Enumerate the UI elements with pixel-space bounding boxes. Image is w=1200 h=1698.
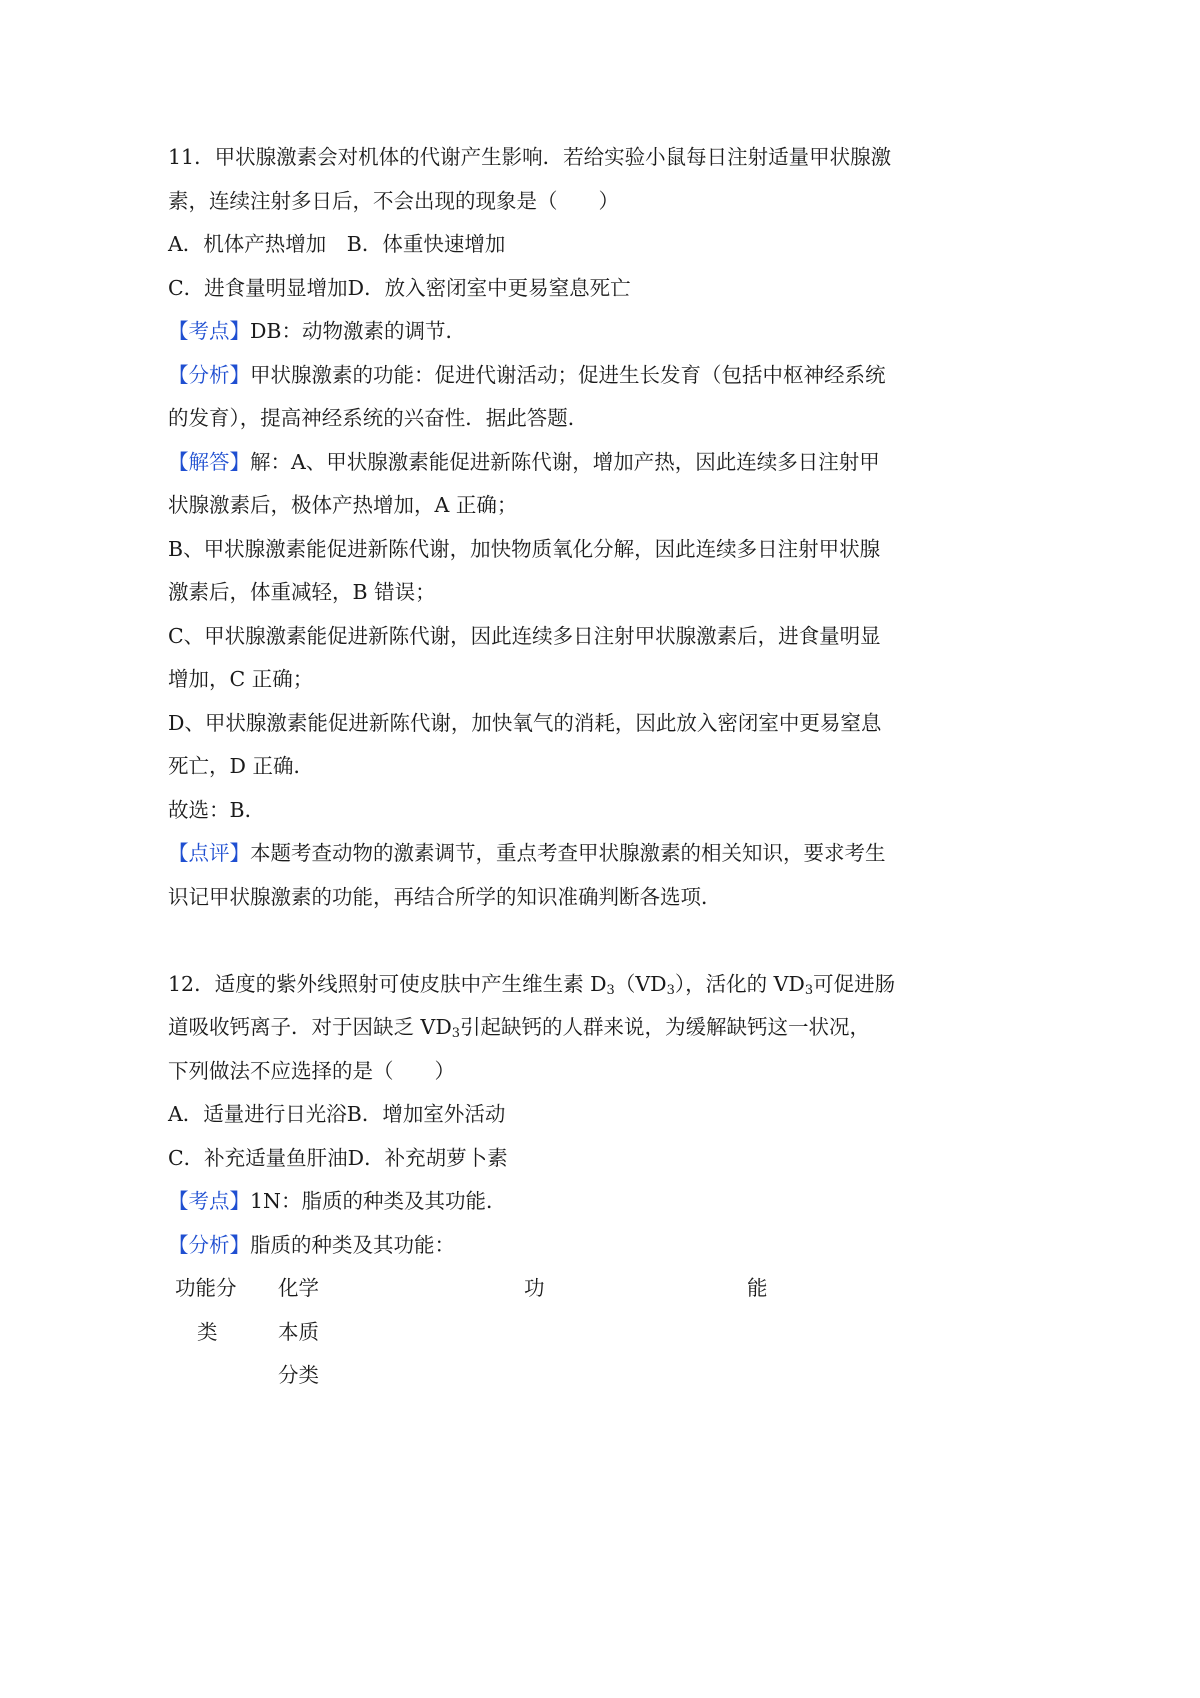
q12-stem-line-1 (168, 963, 948, 1007)
q11-jieda-line-1 (168, 441, 948, 485)
table-col2-line3: 分类 (278, 1363, 319, 1387)
subscript: 3 (606, 982, 615, 998)
table-col3-char2: 能 (747, 1276, 768, 1300)
kaodian-tag: 【考点】 (168, 1189, 250, 1213)
fenxi-tag: 【分析】 (168, 362, 250, 387)
q12-stem-part: 引起缺钙的人群来说，为缓解缺钙这一状况， (460, 1015, 871, 1039)
q11-fenxi-line-1 (168, 354, 948, 398)
q11-jieda-line-3: B、甲状腺激素能促进新陈代谢，加快物质氧化分解，因此连续多日注射甲状腺 (168, 536, 881, 561)
q11-jieda-line-5: C、甲状腺激素能促进新陈代谢，因此连续多日注射甲状腺激素后，进食量明显 (168, 623, 881, 648)
subscript: 3 (666, 982, 675, 998)
document-page (168, 136, 948, 1267)
q12-kaodian (168, 1180, 948, 1224)
table-col3-char1: 功 (524, 1276, 545, 1300)
q12-stem-part: ），活化的 VD (674, 971, 805, 996)
kaodian-tag: 【考点】 (168, 319, 250, 343)
q11-answer: 故选：B． (168, 797, 266, 822)
q11-jieda-line-8: 死亡，D 正确． (168, 754, 314, 778)
dianping-text: 本题考查动物的激素调节，重点考查甲状腺激素的相关知识，要求考生 (250, 841, 886, 865)
fenxi-text: 脂质的种类及其功能： (250, 1232, 455, 1257)
jieda-text: 解：A、甲状腺激素能促进新陈代谢，增加产热，因此连续多日注射甲 (250, 449, 880, 474)
q12-stem-part: 12．适度的紫外线照射可使皮肤中产生维生素 D (168, 971, 607, 996)
q11-stem-line-2: 素，连续注射多日后，不会出现的现象是（ ） (168, 188, 619, 213)
subscript: 3 (804, 982, 814, 998)
q11-jieda-line-2: 状腺激素后，极体产热增加，A 正确； (168, 493, 518, 517)
q12-fenxi (168, 1224, 948, 1268)
q12-option-line-1: A．适量进行日光浴B．增加室外活动 (168, 1102, 506, 1126)
q11-jieda-line-6: 增加，C 正确； (168, 667, 314, 691)
kaodian-text: 1N：脂质的种类及其功能． (250, 1189, 507, 1213)
dianping-tag: 【点评】 (168, 841, 250, 865)
q11-dianping-line-2: 识记甲状腺激素的功能，再结合所学的知识准确判断各选项． (168, 884, 722, 909)
q12-stem-part: （VD (614, 971, 667, 996)
kaodian-text: DB：动物激素的调节． (250, 319, 467, 343)
q11-option-line-2: C．进食量明显增加D．放入密闭室中更易窒息死亡 (168, 275, 631, 300)
q12-stem-line-3: 下列做法不应选择的是（ ） (168, 1058, 455, 1083)
q12-option-line-2: C．补充适量鱼肝油D．补充胡萝卜素 (168, 1145, 508, 1170)
subscript: 3 (451, 1026, 461, 1041)
q11-fenxi-line-2: 的发育），提高神经系统的兴奋性．据此答题． (168, 406, 589, 430)
q11-kaodian (168, 310, 948, 354)
table-col2-line2: 本质 (278, 1319, 319, 1344)
fenxi-tag: 【分析】 (168, 1232, 250, 1257)
question-spacer (168, 919, 948, 963)
table-col2-line1: 化学 (278, 1276, 319, 1300)
q11-jieda-line-7: D、甲状腺激素能促进新陈代谢，加快氧气的消耗，因此放入密闭室中更易窒息 (168, 710, 882, 735)
q11-option-line-1: A．机体产热增加 B．体重快速增加 (168, 232, 506, 256)
q11-jieda-line-4: 激素后，体重减轻，B 错误； (168, 580, 436, 604)
table-col1-line1: 功能分 (175, 1276, 237, 1300)
q11-dianping-line-1 (168, 832, 948, 876)
q11-stem-line-1: 11．甲状腺激素会对机体的代谢产生影响．若给实验小鼠每日注射适量甲状腺激 (168, 145, 892, 169)
q12-stem-part: 道吸收钙离子．对于因缺乏 VD (168, 1015, 452, 1039)
q12-stem-part: 可促进肠 (813, 971, 896, 996)
fenxi-text: 甲状腺激素的功能：促进代谢活动；促进生长发育（包括中枢神经系统 (250, 362, 886, 387)
q12-stem-line-2 (168, 1006, 948, 1050)
jieda-tag: 【解答】 (168, 449, 250, 474)
table-col1-line2: 类 (197, 1319, 218, 1344)
